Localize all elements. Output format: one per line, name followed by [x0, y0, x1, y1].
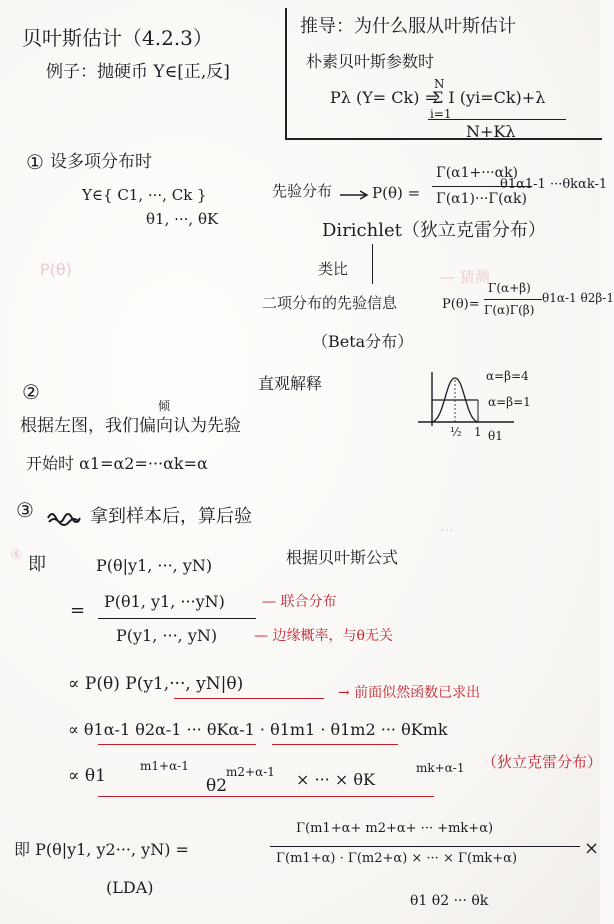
joint-numerator: P(θ1, y1, ···yN) [104, 592, 225, 611]
likelihood-term-underline [272, 744, 398, 745]
final-lhs: 即 P(θ|y1, y2···, yN) = [14, 840, 189, 859]
x-axis-label: θ1 [488, 429, 503, 443]
prior-underline [98, 744, 256, 745]
likelihood-note: → 前面似然函数已求出 [338, 685, 481, 701]
intuition-title: 直观解释 [258, 374, 323, 393]
step3-marker: ③ [16, 498, 34, 522]
page-title: 贝叶斯估计（4.2.3） [22, 26, 213, 50]
marginal-note: — 边缘概率，与θ无关 [254, 628, 393, 644]
laplace-formula-sum: Σ I (yi=Ck)+λ [432, 88, 546, 107]
beta-label: （Beta分布） [312, 332, 414, 351]
binomial-tail: θ1α-1 θ2β-1 [542, 291, 614, 305]
prior-denominator: Γ(α1)···Γ(αk) [436, 191, 527, 207]
binomial-denominator: Γ(α)Γ(β) [484, 303, 535, 317]
prior-tail: θ1α1-1 ···θkαk-1 [500, 177, 608, 192]
scribble-icon [46, 508, 86, 528]
fraction-bar [484, 299, 542, 300]
derivation-title: 推导：为什么服从叶斯估计 [300, 16, 516, 37]
theta-set: θ1, ···, θK [146, 210, 219, 228]
proportional-line3-mid: θ2 [206, 776, 228, 796]
sum-lower-limit: i=1 [430, 107, 452, 121]
step2-line1: 根据左图，我们偏向认为先验 [20, 416, 241, 436]
prior-numerator: Γ(α1+···αk) [436, 165, 519, 181]
bleed-through-text: ④ [10, 547, 23, 563]
laplace-formula-denominator: N+Kλ [466, 122, 516, 141]
y-set: Y∈{ C1, ···, Ck } [82, 186, 207, 204]
final-theta-tail: θ1 θ2 ··· θk [410, 893, 489, 909]
bayes-note: 根据贝叶斯公式 [286, 548, 399, 567]
curve-label-flat: α=β=1 [488, 395, 531, 409]
fraction-bar [428, 119, 566, 120]
likelihood-underline [174, 698, 324, 699]
binomial-lhs: P(θ)= [442, 297, 480, 312]
final-numerator: Γ(m1+α+ m2+α+ ··· +mk+α) [296, 821, 494, 836]
x-tick-one: 1 [474, 425, 482, 439]
dirichlet-label: Dirichlet（狄立克雷分布） [322, 220, 546, 241]
sum-upper-limit: N [434, 77, 445, 91]
posterior-expression: P(θ|y1, ···, yN) [96, 556, 213, 575]
proportional-line3-lead: ∝ θ1 [68, 766, 106, 786]
dirichlet-note: （狄立克雷分布） [482, 753, 603, 771]
step3-heading: 拿到样本后，算后验 [90, 506, 252, 527]
derivation-subtitle: 朴素贝叶斯参数时 [306, 52, 435, 71]
curve-label-peaked: α=β=4 [486, 369, 529, 383]
proportional-line1: ∝ P(θ) P(y1,···, yN|θ) [68, 674, 244, 694]
step1-marker: ① [26, 150, 44, 174]
exponent-2: m2+α-1 [226, 765, 275, 779]
step1-heading: 设多项分布时 [50, 152, 152, 172]
lda-label: (LDA) [106, 878, 154, 897]
times-sign: × [584, 838, 600, 859]
exponent-3: mk+α-1 [416, 761, 465, 775]
bleed-through-text: P(θ) [40, 260, 72, 279]
step2-line2: 开始时 α1=α2=···αk=α [26, 454, 208, 473]
x-tick-half: ½ [450, 425, 462, 439]
binomial-prior-label: 二项分布的先验信息 [262, 294, 398, 312]
proportional-line3-tail: × ··· × θK [296, 770, 375, 789]
proportional-line2: ∝ θ1α-1 θ2α-1 ··· θKα-1 · θ1m1 · θ1m2 ··· θKmk [68, 720, 448, 739]
marginal-denominator: P(y1, ···, yN) [116, 626, 218, 645]
binomial-numerator: Γ(α+β) [488, 281, 531, 295]
exponent-1: m1+α-1 [140, 759, 189, 773]
example-line: 例子：抛硬币 Y∈[正,反] [46, 62, 230, 82]
fraction-bar [98, 618, 256, 619]
joint-note: — 联合分布 [262, 594, 337, 610]
analogy-label: 类比 [318, 260, 349, 278]
final-denominator: Γ(m1+α) · Γ(m2+α) × ··· × Γ(mk+α) [276, 851, 518, 866]
laplace-formula-lhs: Pλ (Y= Ck) = [330, 88, 438, 107]
ji-label: 即 [28, 554, 46, 575]
insertion-mark: 倾 [158, 399, 171, 413]
arrow-icon [340, 190, 370, 200]
analogy-divider [372, 244, 373, 284]
prior-label: 先验分布 [272, 182, 333, 200]
fraction-bar [270, 846, 580, 847]
product-underline [98, 796, 434, 797]
bleed-through-text: … [440, 519, 454, 535]
prior-lhs: P(θ) = [372, 184, 421, 202]
step2-marker: ② [22, 380, 40, 404]
equals-sign: = [70, 600, 86, 621]
bleed-through-text: — 猜测 [440, 268, 490, 286]
